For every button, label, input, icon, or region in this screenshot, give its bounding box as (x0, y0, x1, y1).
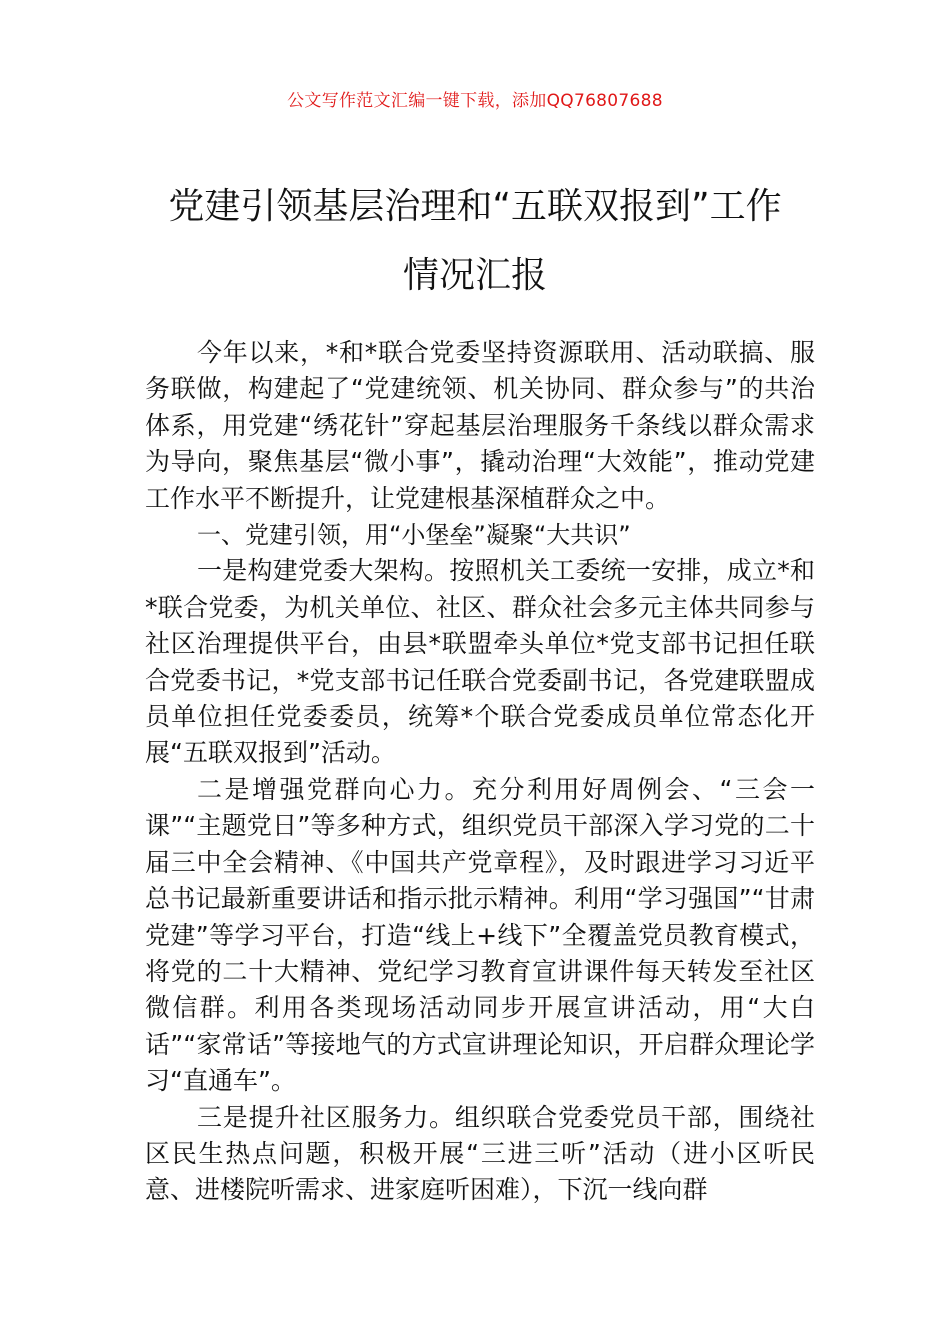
intro-paragraph: 今年以来，*和*联合党委坚持资源联用、活动联搞、服务联做，构建起了“党建统领、机关协同、群众参与”的共治体系，用党建“绣花针”穿起基层治理服务千条线以群众需求为导向，聚焦基层“微小事”，撬动治理“大效能”，推动党建工作水平不断提升，让党建根基深植群众之中。 (145, 338, 815, 513)
document-title-line-1: 党建引领基层治理和“五联双报到”工作 (168, 186, 782, 227)
download-promo-note: 公文写作范文汇编一键下载，添加QQ76807688 (287, 91, 663, 111)
body-paragraph: 一是构建党委大架构。按照机关工委统一安排，成立*和*联合党委，为机关单位、社区、群众社会多元主体共同参与社区治理提供平台，由县*联盟牵头单位*党支部书记担任联合党委书记，*党支部书记任联合党委副书记，各党建联盟成员单位担任党委委员，统筹*个联合党委成员单位常态化开展“五联双报到”活动。 (145, 556, 815, 768)
body-paragraph: 二是增强党群向心力。充分利用好周例会、“三会一课”“主题党日”等多种方式，组织党员干部深入学习党的二十届三中全会精神、《中国共产党章程》，及时跟进学习习近平总书记最新重要讲话和指示批示精神。利用“学习强国”“甘肃党建”等学习平台，打造“线上+线下”全覆盖党员教育模式，将党的二十大精神、党纪学习教育宣讲课件每天转发至社区微信群。利用各类现场活动同步开展宣讲活动，用“大白话”“家常话”等接地气的方式宣讲理论知识，开启群众理论学习“直通车”。 (145, 774, 815, 1096)
section-heading-1: 一、党建引领，用“小堡垒”凝聚“大共识” (197, 521, 631, 550)
document-body (145, 335, 815, 1209)
document-title-line-2: 情况汇报 (402, 255, 547, 296)
body-paragraph: 三是提升社区服务力。组织联合党委党员干部，围绕社区民生热点问题，积极开展“三进三听”活动（进小区听民意、进楼院听需求、进家庭听困难），下沉一线向群 (145, 1102, 815, 1205)
